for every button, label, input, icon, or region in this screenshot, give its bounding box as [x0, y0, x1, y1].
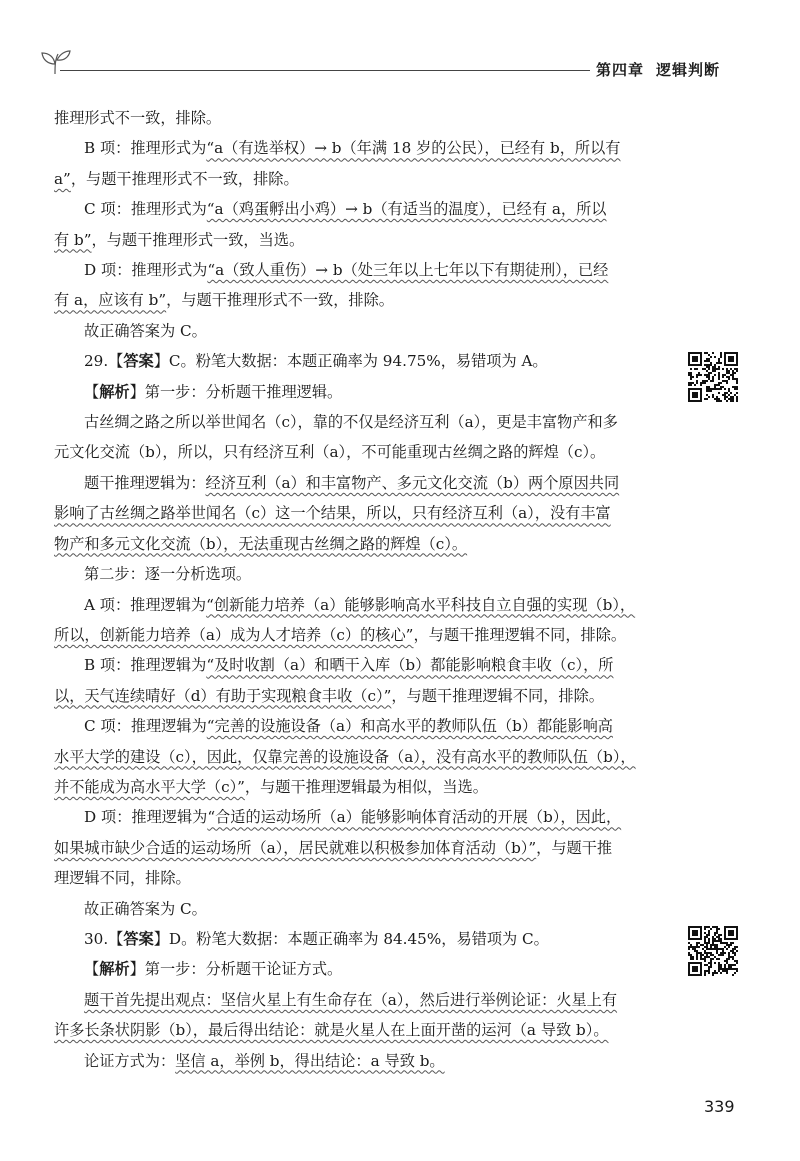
- text-segment: C 项：推理形式为: [84, 200, 207, 219]
- text-segment: A 项：推理逻辑为: [84, 595, 207, 614]
- underlined-text: “完善的设施设备（a）和高水平的教师队伍（b）都能影响高: [206, 717, 613, 736]
- text-line: [54, 954, 664, 984]
- underlined-text: 并不能成为高水平大学（c）”: [54, 777, 245, 796]
- underlined-text: “及时收割（a）和晒干入库（b）都能影响粮食丰收（c），所: [206, 656, 614, 675]
- text-line: [54, 863, 664, 893]
- leaf-icon: [38, 48, 72, 76]
- text-line: [54, 650, 664, 680]
- page-header: [0, 0, 800, 90]
- underlined-text: a”: [54, 169, 71, 188]
- underlined-text: 物产和多元文化交流（b），无法重现古丝绸之路的辉煌（c）。: [54, 534, 468, 553]
- text-segment: B 项：推理形式为: [84, 139, 207, 158]
- underlined-text: 许多长条状阴影（b），最后得出结论：就是火星人在上面开凿的运河（a 导致 b）。: [54, 1021, 609, 1040]
- text-line: [54, 285, 664, 315]
- text-line: [54, 498, 664, 528]
- bold-label: 解析: [99, 960, 130, 979]
- text-line: [54, 802, 664, 832]
- text-segment: 】第一步：分析题干推理逻辑。: [129, 382, 343, 401]
- text-segment: 30.【: [84, 929, 124, 948]
- text-line: [54, 772, 664, 802]
- qr-code-icon[interactable]: [688, 352, 738, 402]
- text-segment: 古丝绸之路之所以举世闻名（c），靠的不仅是经济互利（a），更是丰富物产和多: [84, 413, 618, 432]
- underlined-text: 经济互利（a）和丰富物产、多元文化交流（b）两个原因共同: [205, 473, 620, 492]
- underlined-text: 影响了古丝绸之路举世闻名（c）这一个结果，所以，只有经济互利（a），没有丰富: [54, 504, 611, 523]
- text-segment: 故正确答案为 C。: [84, 321, 207, 340]
- text-line: [54, 316, 664, 346]
- text-segment: 推理形式不一致，排除。: [54, 109, 222, 127]
- text-line: [54, 924, 664, 954]
- text-segment: 论证方式为：: [84, 1051, 176, 1070]
- header-rule: [60, 70, 590, 71]
- text-line: [54, 164, 664, 194]
- page-number: 339: [704, 1097, 735, 1116]
- text-line: [54, 377, 664, 407]
- text-line: [54, 894, 664, 924]
- text-line: [54, 681, 664, 711]
- text-segment: D 项：推理逻辑为: [84, 808, 208, 827]
- bold-label: 答案: [123, 352, 154, 371]
- underlined-text: “合适的运动场所（a）能够影响体育活动的开展（b），因此，: [207, 808, 622, 827]
- text-line: [54, 407, 664, 437]
- text-segment: ，与题干推理逻辑不同，排除。: [391, 686, 604, 705]
- text-line: [54, 559, 664, 589]
- underlined-text: 有 b”: [54, 230, 92, 249]
- chapter-title: 逻辑判断: [656, 61, 721, 79]
- underlined-text: “创新能力培养（a）能够影响高水平科技自立自强的实现（b），: [206, 595, 636, 614]
- text-line: [54, 103, 664, 133]
- text-segment: 【: [84, 960, 100, 979]
- underlined-text: 题干首先提出观点：坚信火星上有生命存在（a），然后进行举例论证：火星上有: [84, 990, 618, 1009]
- text-line: [54, 985, 664, 1015]
- text-segment: 】D。粉笔大数据：本题正确率为 84.45%，易错项为 C。: [153, 929, 549, 948]
- underlined-text: “a（有选举权）→ b（年满 18 岁的公民），已经有 b，所以有: [206, 139, 621, 158]
- underlined-text: 如果城市缺少合适的运动场所（a），居民就难以积极参加体育活动（b）”: [54, 838, 537, 857]
- text-line: [54, 468, 664, 498]
- text-segment: ，与题干推理形式不一致，排除。: [70, 169, 299, 188]
- text-line: [54, 1015, 664, 1045]
- underlined-text: 所以，创新能力培养（a）成为人才培养（c）的核心”: [54, 625, 414, 644]
- text-segment: 29.【: [84, 352, 124, 371]
- text-line: [54, 437, 664, 467]
- text-segment: ，与题干推: [536, 838, 613, 857]
- underlined-text: “a（鸡蛋孵出小鸡）→ b（有适当的温度），已经有 a，所以: [206, 200, 607, 219]
- text-segment: 故正确答案为 C。: [84, 899, 207, 918]
- text-line: [54, 133, 664, 163]
- chapter-label: 第四章: [596, 61, 645, 79]
- underlined-text: 以，天气连续晴好（d）有助于实现粮食丰收（c）”: [54, 686, 392, 705]
- underlined-text: 有 a，应该有 b”: [54, 291, 167, 310]
- text-segment: 【: [84, 382, 100, 401]
- bold-label: 答案: [123, 929, 154, 948]
- explanation-body: [54, 103, 664, 1076]
- text-segment: ，与题干推理形式一致，当选。: [91, 230, 305, 249]
- text-segment: D 项：推理形式为: [84, 261, 208, 280]
- underlined-text: “a（致人重伤）→ b（处三年以上七年以下有期徒刑），已经: [207, 261, 609, 280]
- text-segment: 】第一步：分析题干论证方式。: [129, 960, 343, 979]
- chapter-heading: [596, 59, 732, 80]
- text-segment: B 项：推理逻辑为: [84, 656, 207, 675]
- text-line: [54, 833, 664, 863]
- text-segment: 元文化交流（b），所以，只有经济互利（a），不可能重现古丝绸之路的辉煌（c）。: [54, 443, 606, 462]
- text-line: [54, 590, 664, 620]
- text-line: [54, 620, 664, 650]
- underlined-text: 坚信 a，举例 b，得出结论：a 导致 b。: [175, 1051, 445, 1070]
- text-line: [54, 255, 664, 285]
- text-segment: 题干推理逻辑为：: [84, 473, 206, 492]
- text-segment: ，与题干推理形式不一致，排除。: [166, 291, 394, 310]
- text-line: [54, 346, 664, 376]
- underlined-text: 水平大学的建设（c），因此，仅靠完善的设施设备（a），没有高水平的教师队伍（b），: [54, 747, 636, 766]
- text-segment: ，与题干推理逻辑不同，排除。: [413, 625, 627, 644]
- text-segment: 第二步：逐一分析选项。: [84, 565, 252, 584]
- text-line: [54, 225, 664, 255]
- bold-label: 解析: [99, 382, 130, 401]
- text-line: [54, 529, 664, 559]
- text-segment: 理逻辑不同，排除。: [54, 869, 191, 888]
- text-line: [54, 711, 664, 741]
- text-line: [54, 194, 664, 224]
- text-segment: ，与题干推理逻辑最为相似，当选。: [244, 777, 488, 796]
- text-line: [54, 1046, 664, 1076]
- text-segment: 】C。粉笔大数据：本题正确率为 94.75%，易错项为 A。: [153, 352, 548, 371]
- text-line: [54, 742, 664, 772]
- qr-code-icon[interactable]: [688, 926, 738, 976]
- text-segment: C 项：推理逻辑为: [84, 717, 207, 736]
